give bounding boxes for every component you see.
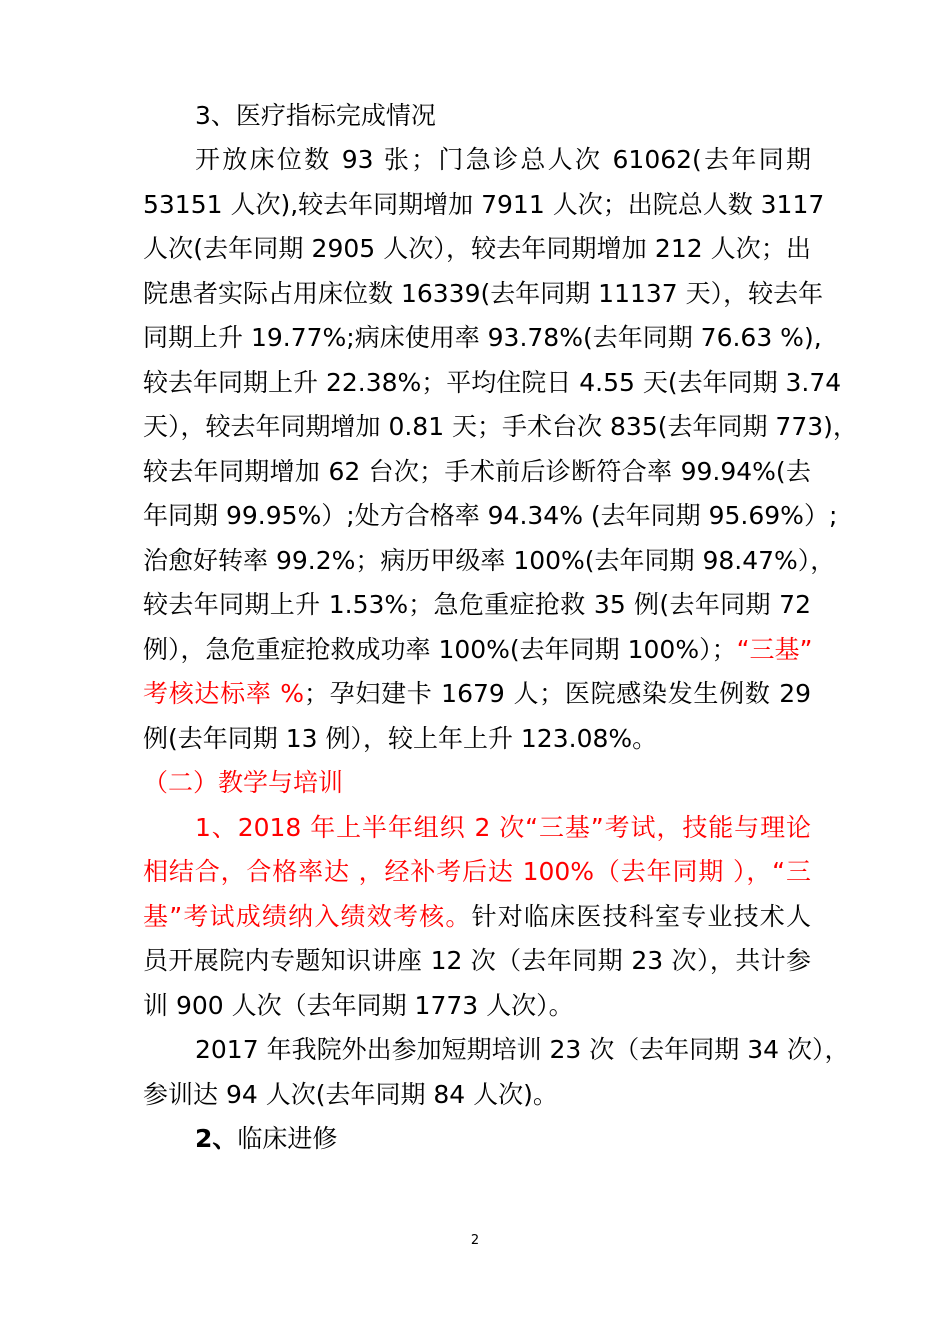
text-line: 治愈好转率 99.2%；病历甲级率 100%(去年同期 98.47%），: [143, 546, 836, 575]
text-line-red: 相结合，合格率达 ，经补考后达 100%（去年同期 ），“三: [143, 857, 811, 886]
text-line: [143, 635, 811, 665]
red-highlight-text: 基”考试成绩纳入绩效考核。: [143, 902, 472, 931]
text-line: 同期上升 19.77%;病床使用率 93.78%(去年同期 76.63 %),: [143, 323, 822, 352]
text-line: 天），较去年同期增加 0.81 天；手术台次 835(去年同期 773)，: [143, 412, 858, 441]
text-line: [143, 679, 811, 709]
text-line: 较去年同期上升 22.38%；平均住院日 4.55 天(去年同期 3.74: [143, 368, 842, 397]
item-title: 临床进修: [237, 1124, 338, 1153]
red-highlight-text: “三基”: [736, 635, 813, 664]
section-heading-medical-indicators: 3、医疗指标完成情况: [195, 101, 436, 130]
text-line: 院患者实际占用床位数 16339(去年同期 11137 天），较去年: [143, 279, 824, 308]
text-line: 较去年同期增加 62 台次；手术前后诊断符合率 99.94%(去: [143, 457, 811, 486]
text-line: [143, 902, 811, 932]
text-line: 年同期 99.95%）;处方合格率 94.34% (去年同期 95.69%）;: [143, 501, 838, 530]
page-number: 2: [470, 1233, 480, 1248]
text-line: 参训达 94 人次(去年同期 84 人次)。: [143, 1080, 558, 1109]
text-line: 较去年同期上升 1.53%；急危重症抢救 35 例(去年同期 72: [143, 590, 811, 619]
text-line: 员开展院内专题知识讲座 12 次（去年同期 23 次），共计参: [143, 946, 811, 975]
text-line: 53151 人次),较去年同期增加 7911 人次；出院总人数 3117: [143, 190, 825, 219]
text-segment: ；孕妇建卡 1679 人；医院感染发生例数 29: [303, 679, 812, 708]
text-line: 例(去年同期 13 例），较上年上升 123.08%。: [143, 724, 658, 753]
text-line: 训 900 人次（去年同期 1773 人次）。: [143, 991, 574, 1020]
text-line-red: 1、2018 年上半年组织 2 次“三基”考试，技能与理论: [195, 813, 811, 842]
text-line: 人次(去年同期 2905 人次），较去年同期增加 212 人次；出: [143, 234, 811, 263]
item-number: 2、: [195, 1124, 238, 1153]
text-line: 开放床位数 93 张；门急诊总人次 61062(去年同期: [195, 145, 811, 174]
section-heading-teaching-training: （二）教学与培训: [143, 768, 344, 797]
red-highlight-text: 考核达标率 %: [143, 679, 304, 708]
text-segment: 针对临床医技科室专业技术人: [471, 902, 811, 931]
item-heading-clinical-training: [195, 1124, 811, 1154]
text-segment: 例），急危重症抢救成功率 100%(去年同期 100%）；: [143, 635, 737, 664]
text-line: 2017 年我院外出参加短期培训 23 次（去年同期 34 次），: [195, 1035, 850, 1064]
